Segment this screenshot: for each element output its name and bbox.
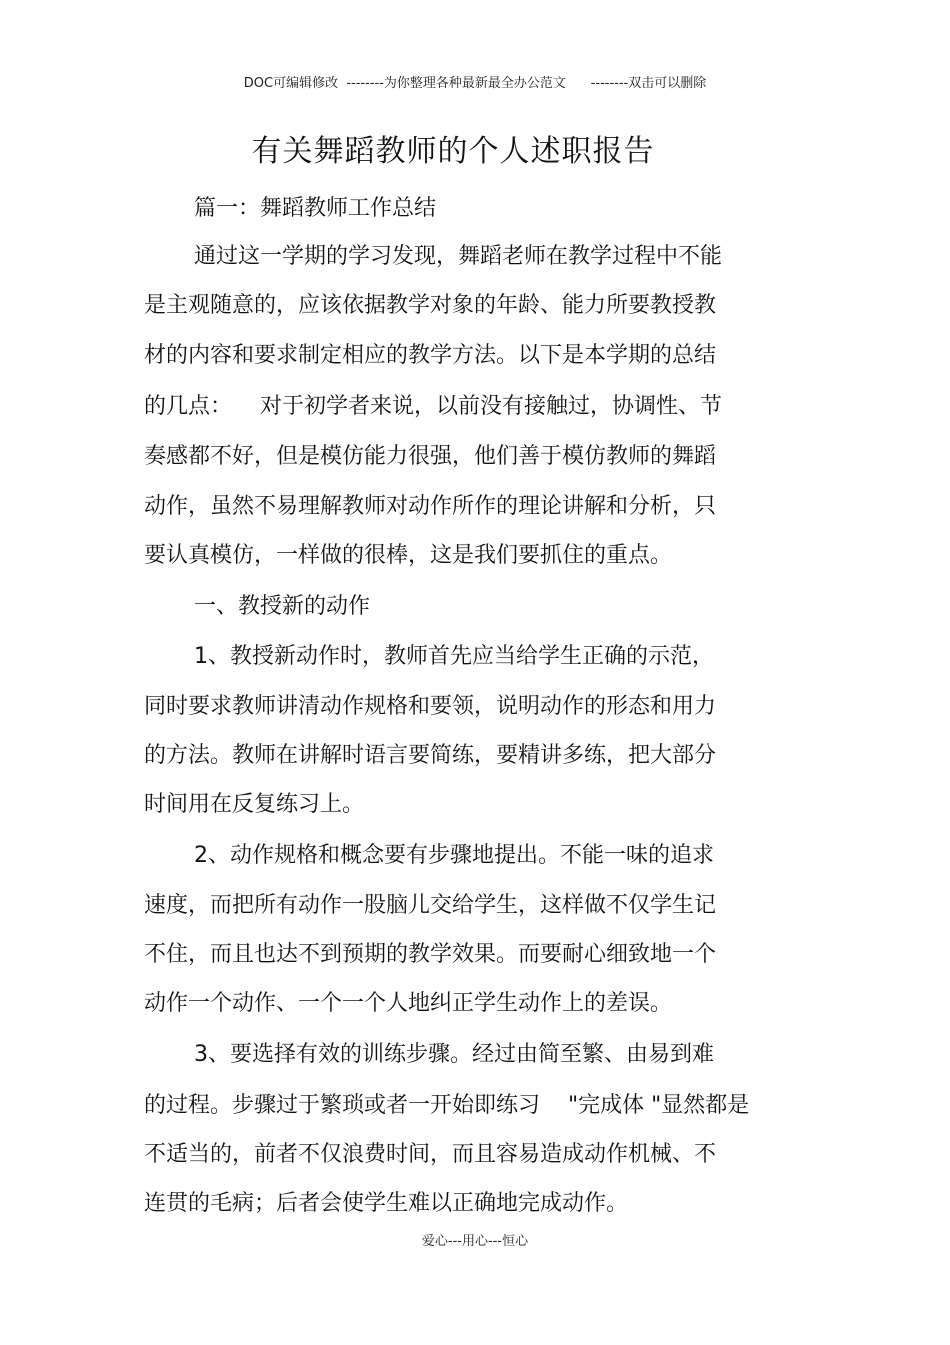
paragraph-line: 动作一个动作、一个一个人地纠正学生动作上的差误。 [144, 991, 673, 1016]
paragraph-line: 是主观随意的，应该依据教学对象的年龄、能力所要教授教 [144, 293, 717, 318]
paragraph-line: 的方法。教师在讲解时语言要简练，要精讲多练，把大部分 [144, 743, 717, 768]
page-footer: 爱心---用心---恒心 [421, 1234, 529, 1249]
paragraph-line: 1、教授新动作时，教师首先应当给学生正确的示范， [194, 644, 714, 669]
document-title: 有关舞蹈教师的个人述职报告 [251, 134, 655, 169]
paragraph-line: 不住，而且也达不到预期的教学效果。而要耐心细致地一个 [144, 942, 717, 967]
paragraph-line: 材的内容和要求制定相应的教学方法。以下是本学期的总结 [144, 343, 717, 368]
paragraph-line: 时间用在反复练习上。 [144, 792, 365, 817]
paragraph-line: 奏感都不好，但是模仿能力很强，他们善于模仿教师的舞蹈 [144, 444, 717, 469]
paragraph-line: 连贯的毛病；后者会使学生难以正确地完成动作。 [144, 1191, 629, 1216]
paragraph-line: 动作，虽然不易理解教师对动作所作的理论讲解和分析，只 [144, 494, 717, 519]
page-header: DOC可编辑修改 --------为你整理各种最新最全办公范文 --------双击可以删除 [243, 76, 707, 91]
section-heading: 篇一：舞蹈教师工作总结 [194, 196, 437, 221]
paragraph-line: 要认真模仿，一样做的很棒，这是我们要抓住的重点。 [144, 543, 673, 568]
paragraph-line: 速度，而把所有动作一股脑儿交给学生，这样做不仅学生记 [144, 893, 717, 918]
paragraph-line: 通过这一学期的学习发现，舞蹈老师在教学过程中不能 [194, 244, 723, 269]
paragraph-line: 的过程。步骤过于繁琐或者一开始即练习 "完成体 "显然都是 [144, 1093, 750, 1118]
paragraph-line: 同时要求教师讲清动作规格和要领，说明动作的形态和用力 [144, 694, 717, 719]
paragraph-line: 不适当的，前者不仅浪费时间，而且容易造成动作机械、不 [144, 1142, 717, 1167]
paragraph-line: 的几点： 对于初学者来说，以前没有接触过，协调性、节 [144, 394, 722, 419]
paragraph-line: 3、要选择有效的训练步骤。经过由简至繁、由易到难 [194, 1042, 714, 1067]
subsection-heading: 一、教授新的动作 [194, 594, 371, 619]
paragraph-line: 2、动作规格和概念要有步骤地提出。不能一味的追求 [194, 843, 714, 868]
